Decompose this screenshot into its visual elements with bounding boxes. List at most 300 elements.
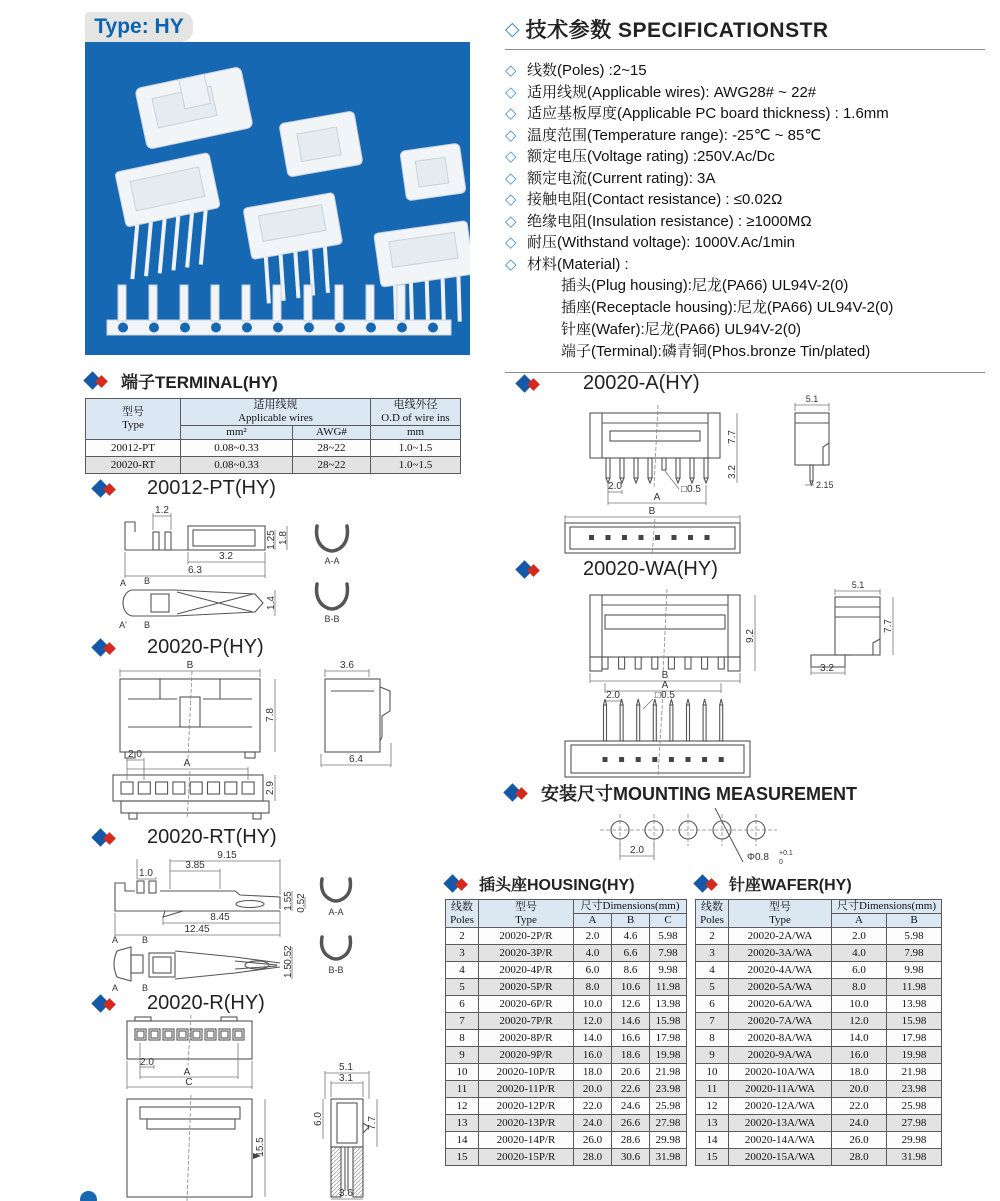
table-cell: 14.0 [832, 1030, 887, 1047]
table-cell: 26.0 [832, 1132, 887, 1149]
table-cell: 6 [696, 996, 729, 1013]
col-header-mm2: mm² [181, 426, 293, 440]
table-cell: 20020-10A/WA [729, 1064, 832, 1081]
col-header-wires: 适用线规 Applicable wires [181, 399, 371, 426]
product-photo [85, 12, 470, 355]
section-label: A-A [324, 556, 340, 566]
spec-item [505, 125, 985, 147]
plug-20020p-drawing [85, 659, 470, 821]
table-cell: 14 [446, 1132, 479, 1149]
material-line: 插座(Receptacle housing):尼龙(PA66) UL94V-2(0) [561, 299, 894, 316]
table-cell: 21.98 [887, 1064, 942, 1081]
table-cell: 0.08~0.33 [181, 457, 293, 474]
dim-label: 2.9 [265, 781, 276, 795]
drawing-title: 20020-R(HY) [147, 992, 265, 1014]
table-cell: 24.0 [574, 1115, 612, 1132]
table-cell: 20020-5P/R [479, 979, 574, 996]
wafer-20020wa-drawing [505, 581, 985, 779]
terminal-20020rt-drawing [85, 849, 470, 994]
spec-item-list [505, 60, 985, 275]
spec-section [505, 14, 985, 373]
spec-item [505, 82, 985, 104]
material-lines [561, 275, 985, 363]
dim-label: 2.0 [606, 690, 620, 701]
receptacle-20020r-drawing [85, 1015, 470, 1201]
table-cell: 20020-2A/WA [729, 928, 832, 945]
diamond-bullet-icon: ◇ [505, 18, 520, 40]
dim-label: A [183, 1067, 191, 1078]
spec-item [505, 103, 985, 125]
table-cell: 17.98 [650, 1030, 687, 1047]
table-cell: 20020-2P/R [479, 928, 574, 945]
table-cell: 20020-7A/WA [729, 1013, 832, 1030]
table-cell: 12.0 [832, 1013, 887, 1030]
table-row [696, 1081, 942, 1098]
dim-label: 12.45 [184, 924, 210, 935]
table-cell: 10.0 [832, 996, 887, 1013]
table-cell: 20020-3P/R [479, 945, 574, 962]
table-cell: 13 [696, 1115, 729, 1132]
dim-label: 3.2 [727, 465, 738, 479]
table-cell: 6.0 [574, 962, 612, 979]
col-header-type: 型号 Type [86, 399, 181, 440]
dim-label: 2.0 [128, 749, 142, 760]
dim-label: 5.1 [805, 395, 819, 404]
spec-item-text: 额定电流(Current rating): 3A [527, 169, 716, 187]
col-header-awg: AWG# [293, 426, 371, 440]
table-cell: 9.98 [887, 962, 942, 979]
col-header-poles: 线数 Poles [446, 900, 479, 928]
dim-label: 6.0 [313, 1112, 324, 1126]
table-cell: 23.98 [650, 1081, 687, 1098]
table-cell: 1.0~1.5 [371, 440, 461, 457]
drawing-title: 20012-PT(HY) [147, 477, 276, 499]
table-cell: 28.6 [612, 1132, 650, 1149]
table-cell: 6.6 [612, 945, 650, 962]
dim-label: A [661, 680, 669, 691]
table-cell: 28.0 [832, 1149, 887, 1166]
table-row [446, 928, 687, 945]
table-cell: 20012-PT [86, 440, 181, 457]
dim-label: 5.1 [851, 581, 865, 590]
table-cell: 29.98 [887, 1132, 942, 1149]
table-cell: 20020-13P/R [479, 1115, 574, 1132]
table-cell: 11 [696, 1081, 729, 1098]
spec-item [505, 232, 985, 254]
table-row [696, 1047, 942, 1064]
section-diamond-icon [93, 479, 119, 499]
dim-label: 3.2 [219, 551, 233, 562]
drawing-20012-pt [85, 477, 470, 639]
section-diamond-icon [93, 638, 119, 658]
table-row [696, 1030, 942, 1047]
section-label: B-B [324, 614, 340, 624]
table-cell: 8.6 [612, 962, 650, 979]
table-cell: 22.6 [612, 1081, 650, 1098]
section-diamond-icon [93, 994, 119, 1014]
table-cell: 17.98 [887, 1030, 942, 1047]
table-cell: 1.0~1.5 [371, 457, 461, 474]
table-cell: 18.0 [574, 1064, 612, 1081]
table-row [696, 1064, 942, 1081]
spec-item-text: 适用线规(Applicable wires): AWG28# ~ 22# [527, 83, 817, 101]
table-cell: 18.6 [612, 1047, 650, 1064]
table-cell: 15 [446, 1149, 479, 1166]
table-row [446, 1115, 687, 1132]
table-row [446, 1098, 687, 1115]
table-cell: 20020-6A/WA [729, 996, 832, 1013]
table-cell: 30.6 [612, 1149, 650, 1166]
table-cell: 20020-11A/WA [729, 1081, 832, 1098]
dim-label: 0.52 [283, 945, 294, 965]
section-label: A-A [328, 907, 344, 917]
dim-label: Φ0.8 [747, 852, 769, 863]
section-label: B-B [328, 965, 344, 975]
diamond-bullet-icon: ◇ [505, 62, 517, 79]
table-cell: 31.98 [650, 1149, 687, 1166]
drawing-title: 20020-WA(HY) [583, 558, 718, 580]
table-cell: 9.98 [650, 962, 687, 979]
table-cell: 20020-10P/R [479, 1064, 574, 1081]
table-cell: 26.0 [574, 1132, 612, 1149]
col-header-b: B [612, 914, 650, 928]
dim-label: 1.2 [155, 505, 169, 516]
dim-label: 6.4 [349, 754, 363, 765]
table-cell: 23.98 [887, 1081, 942, 1098]
housing-section [445, 872, 686, 1166]
table-cell: 3 [446, 945, 479, 962]
table-cell: 16.0 [574, 1047, 612, 1064]
table-cell: 7.98 [650, 945, 687, 962]
table-cell: 5 [696, 979, 729, 996]
section-mark: A [119, 578, 127, 588]
spec-item-text: 绝缘电阻(Insulation resistance) : ≥1000MΩ [527, 212, 812, 230]
table-row [696, 962, 942, 979]
table-cell: 11.98 [887, 979, 942, 996]
drawing-20020-a [505, 372, 985, 560]
diamond-bullet-icon: ◇ [505, 234, 517, 251]
section-diamond-icon [93, 828, 119, 848]
spec-item [505, 168, 985, 190]
spec-item-text: 材料(Material) : [527, 255, 629, 273]
col-header-c: C [650, 914, 687, 928]
table-row [446, 979, 687, 996]
material-line: 端子(Terminal):磷青铜(Phos.bronze Tin/plated) [561, 343, 871, 360]
diamond-bullet-icon: ◇ [505, 169, 517, 187]
table-cell: 7 [696, 1013, 729, 1030]
section-mark: A' [119, 620, 127, 630]
housing-title: 插头座HOUSING(HY) [479, 877, 635, 894]
spec-item-text: 耐压(Withstand voltage): 1000V.Ac/1min [527, 234, 795, 251]
table-cell: 20020-9P/R [479, 1047, 574, 1064]
table-cell: 20020-6P/R [479, 996, 574, 1013]
dim-label: 9.15 [217, 850, 237, 861]
section-diamond-icon [85, 371, 111, 391]
spec-item [505, 146, 985, 168]
table-cell: 20020-13A/WA [729, 1115, 832, 1132]
table-cell: 4 [446, 962, 479, 979]
mounting-holes-drawing [505, 806, 985, 874]
drawing-title: 20020-A(HY) [583, 372, 700, 394]
table-cell: 4 [696, 962, 729, 979]
table-row [696, 1013, 942, 1030]
table-cell: 20020-8A/WA [729, 1030, 832, 1047]
dim-label: 3.6 [339, 1188, 353, 1199]
table-cell: 2.0 [574, 928, 612, 945]
header-20020a-drawing [505, 395, 985, 555]
dim-label: □0.5 [655, 690, 675, 701]
table-cell: 22.0 [832, 1098, 887, 1115]
table-cell: 8.0 [574, 979, 612, 996]
dim-label: 7.7 [367, 1116, 378, 1130]
table-cell: 26.6 [612, 1115, 650, 1132]
table-row [446, 1149, 687, 1166]
table-cell: 5.98 [650, 928, 687, 945]
terminal-section-title: 端子TERMINAL(HY) [121, 373, 278, 392]
table-cell: 19.98 [650, 1047, 687, 1064]
col-header-a: A [574, 914, 612, 928]
dim-label: 2.0 [140, 1057, 154, 1068]
table-cell: 10.0 [574, 996, 612, 1013]
dim-label: 2.0 [630, 845, 644, 856]
table-cell: 20020-14A/WA [729, 1132, 832, 1149]
table-cell: 8 [696, 1030, 729, 1047]
table-cell: 2.0 [832, 928, 887, 945]
table-cell: 21.98 [650, 1064, 687, 1081]
spec-item [505, 211, 985, 233]
dim-label: 3.1 [339, 1073, 353, 1084]
table-cell: 20020-15A/WA [729, 1149, 832, 1166]
dim-label: 15.5 [255, 1137, 266, 1157]
table-cell: 7 [446, 1013, 479, 1030]
drawing-20020-r [85, 992, 470, 1201]
spec-item-text: 温度范围(Temperature range): -25℃ ~ 85℃ [527, 126, 822, 144]
spec-item-text: 额定电压(Voltage rating) :250V.Ac/Dc [527, 148, 775, 165]
dim-label: 3.85 [185, 860, 205, 871]
table-cell: 2 [696, 928, 729, 945]
terminal-20012-drawing [85, 500, 470, 634]
table-cell: 20.6 [612, 1064, 650, 1081]
table-cell: 3 [696, 945, 729, 962]
diamond-bullet-icon: ◇ [505, 148, 517, 165]
table-cell: 20.0 [832, 1081, 887, 1098]
spec-item [505, 189, 985, 211]
dim-label: 5.1 [339, 1062, 353, 1073]
table-cell: 16.6 [612, 1030, 650, 1047]
spec-item-text: 适应基板厚度(Applicable PC board thickness) : 1.6mm [527, 105, 889, 122]
spec-item-text: 线数(Poles) :2~15 [527, 62, 647, 79]
table-row [86, 457, 461, 474]
diamond-bullet-icon: ◇ [505, 255, 517, 273]
wafer-section [695, 872, 941, 1166]
table-cell: 20020-12A/WA [729, 1098, 832, 1115]
diamond-bullet-icon: ◇ [505, 83, 517, 101]
table-cell: 20020-12P/R [479, 1098, 574, 1115]
table-cell: 10.6 [612, 979, 650, 996]
col-header-dims: 尺寸Dimensions(mm) [574, 900, 687, 914]
table-cell: 20020-8P/R [479, 1030, 574, 1047]
spec-title: 技术参数 SPECIFICATIONSTR [525, 19, 829, 42]
table-row [446, 1132, 687, 1149]
table-row [446, 996, 687, 1013]
table-cell: 24.6 [612, 1098, 650, 1115]
table-cell: 10 [446, 1064, 479, 1081]
dim-label: 1.25 [266, 530, 277, 550]
col-header-type: 型号 Type [729, 900, 832, 928]
dim-label: 6.3 [188, 565, 202, 576]
section-mark: B [141, 983, 149, 993]
housing-table [445, 899, 687, 1166]
connector-photo-illustration [85, 42, 470, 355]
table-cell: 28~22 [293, 457, 371, 474]
table-cell: 15.98 [887, 1013, 942, 1030]
table-row [696, 979, 942, 996]
dim-label: B [648, 506, 656, 517]
dim-label: 0.52 [296, 893, 307, 913]
dim-label: A [183, 758, 191, 769]
table-cell: 4.6 [612, 928, 650, 945]
table-cell: 13.98 [887, 996, 942, 1013]
dim-label: 1.5 [283, 964, 294, 978]
dim-label: □0.5 [681, 484, 701, 495]
table-row [696, 1149, 942, 1166]
table-cell: 0.08~0.33 [181, 440, 293, 457]
table-cell: 20020-7P/R [479, 1013, 574, 1030]
dim-label: 7.7 [727, 430, 738, 444]
table-row [86, 440, 461, 457]
dim-label: 2.0 [608, 481, 622, 492]
tolerance-label: 0 [779, 859, 783, 866]
table-cell: 20020-4P/R [479, 962, 574, 979]
terminal-section [85, 368, 460, 474]
divider [505, 49, 985, 50]
section-diamond-icon [517, 560, 543, 580]
drawing-20020-p [85, 636, 470, 826]
dim-label: 3.2 [820, 663, 834, 674]
col-header-od: 电线外径 O.D of wire ins [371, 399, 461, 426]
table-cell: 9 [446, 1047, 479, 1064]
table-cell: 13 [446, 1115, 479, 1132]
col-header-type: 型号 Type [479, 900, 574, 928]
section-mark: B [143, 620, 151, 630]
tolerance-label: +0.1 [779, 850, 793, 857]
dim-label: 2.15 [816, 480, 834, 490]
mounting-section [505, 780, 985, 879]
table-cell: 5 [446, 979, 479, 996]
drawing-20020-wa [505, 558, 985, 784]
table-row [446, 962, 687, 979]
col-header-mm: mm [371, 426, 461, 440]
table-cell: 12 [696, 1098, 729, 1115]
plug-housing-small [400, 143, 466, 201]
dim-label: 1.0 [139, 868, 153, 879]
dim-label: 3.6 [340, 660, 354, 671]
diamond-bullet-icon: ◇ [505, 105, 517, 122]
table-cell: 4.0 [574, 945, 612, 962]
spec-item [505, 60, 985, 82]
table-cell: 6 [446, 996, 479, 1013]
table-cell: 20.0 [574, 1081, 612, 1098]
mounting-title: 安装尺寸MOUNTING MEASUREMENT [541, 784, 857, 804]
section-diamond-icon [445, 874, 471, 894]
drawing-title: 20020-RT(HY) [147, 826, 277, 848]
dim-label: 1.4 [266, 596, 277, 610]
table-row [446, 1013, 687, 1030]
table-cell: 31.98 [887, 1149, 942, 1166]
table-cell: 11 [446, 1081, 479, 1098]
dim-label: A [653, 492, 661, 503]
page-corner-mark [80, 1191, 97, 1201]
table-cell: 24.0 [832, 1115, 887, 1132]
section-mark: B [143, 576, 151, 586]
table-cell: 20020-15P/R [479, 1149, 574, 1166]
table-cell: 8.0 [832, 979, 887, 996]
table-cell: 2 [446, 928, 479, 945]
terminal-table [85, 398, 461, 474]
table-cell: 14.6 [612, 1013, 650, 1030]
diamond-bullet-icon: ◇ [505, 191, 517, 208]
table-cell: 20020-4A/WA [729, 962, 832, 979]
table-cell: 15 [696, 1149, 729, 1166]
diamond-bullet-icon: ◇ [505, 126, 517, 144]
table-row [446, 1047, 687, 1064]
table-cell: 9 [696, 1047, 729, 1064]
wafer-title: 针座WAFER(HY) [729, 877, 852, 894]
table-cell: 20020-RT [86, 457, 181, 474]
dim-label: B [186, 660, 194, 671]
section-diamond-icon [505, 783, 531, 803]
type-label: Type: HY [85, 12, 193, 42]
spec-item [505, 254, 985, 276]
table-cell: 12.6 [612, 996, 650, 1013]
wafer-table [695, 899, 942, 1166]
section-mark: A [111, 935, 119, 945]
table-cell: 15.98 [650, 1013, 687, 1030]
table-cell: 25.98 [650, 1098, 687, 1115]
dim-label: 7.7 [883, 619, 894, 633]
drawing-title: 20020-P(HY) [147, 636, 264, 658]
material-line: 插头(Plug housing):尼龙(PA66) UL94V-2(0) [561, 277, 849, 294]
table-row [696, 996, 942, 1013]
table-cell: 28~22 [293, 440, 371, 457]
dim-label: 1.55 [283, 891, 294, 911]
table-cell: 12 [446, 1098, 479, 1115]
table-cell: 18.0 [832, 1064, 887, 1081]
table-row [446, 1030, 687, 1047]
table-row [696, 928, 942, 945]
table-row [446, 1064, 687, 1081]
table-cell: 20020-5A/WA [729, 979, 832, 996]
dim-label: B [661, 670, 669, 681]
table-cell: 10 [696, 1064, 729, 1081]
section-mark: B [141, 935, 149, 945]
table-cell: 27.98 [650, 1115, 687, 1132]
table-cell: 13.98 [650, 996, 687, 1013]
col-header-b: B [887, 914, 942, 928]
table-cell: 14.0 [574, 1030, 612, 1047]
table-cell: 8 [446, 1030, 479, 1047]
material-line: 针座(Wafer):尼龙(PA66) UL94V-2(0) [561, 321, 802, 338]
table-cell: 7.98 [887, 945, 942, 962]
table-cell: 20020-14P/R [479, 1132, 574, 1149]
dim-label: 9.2 [745, 629, 756, 643]
diamond-bullet-icon: ◇ [505, 212, 517, 230]
table-cell: 16.0 [832, 1047, 887, 1064]
table-row [696, 1115, 942, 1132]
dim-label: 7.8 [265, 708, 276, 722]
drawing-20020-rt [85, 826, 470, 999]
dim-label: 1.8 [278, 531, 289, 545]
